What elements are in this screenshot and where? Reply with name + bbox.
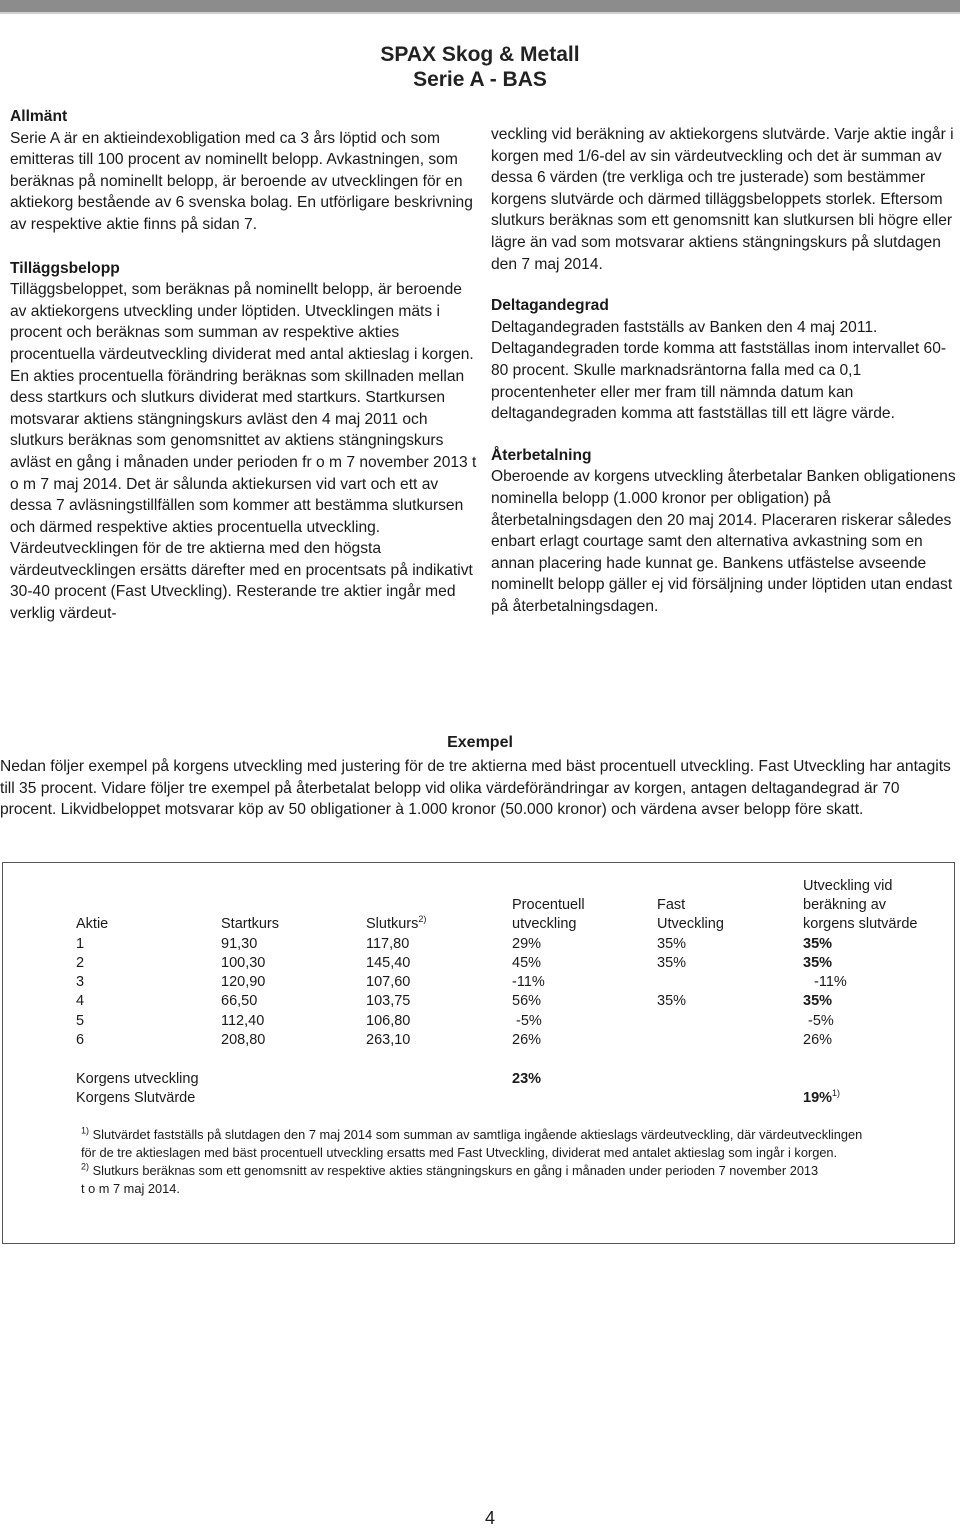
continued-text: veckling vid beräkning av aktiekorgens slutvärde. Varje aktie ingår i korgen med 1/6-del av sin värdeutveckling och det är summan av dessa 6 värden (tre verkliga och tre justerade) som bestämmer korgens slutvärde och därmed tilläggsbeloppets storlek. Eftersom slutkurs beräknas som ett genomsnitt kan slutkursen bli högre eller lägre än vad som motsvarar aktiens stängningskurs på slutdagen den 7 maj 2014.	[491, 126, 954, 273]
row4-aktie: 4	[76, 993, 85, 1009]
korgens-slutvarde-value: 19%	[803, 1090, 833, 1106]
footnote-2-mark: 2)	[81, 1161, 90, 1172]
row2-utv: 35%	[803, 955, 833, 971]
row3-slut: 107,60	[366, 974, 411, 990]
row2-fast: 35%	[657, 955, 687, 971]
row2-aktie: 2	[76, 955, 85, 971]
row6-slut: 263,10	[366, 1032, 411, 1048]
exempel-text: Nedan följer exempel på korgens utveckling med justering för de tre aktierna med bäst procentuell utveckling. Fast Utveckling har antagits till 35 procent. Vidare följer tre exempel på återbetalat belopp vid olika värdeförändringar av korgen, antagen deltagandegrad är 70 procent. Likvidbeloppet motsvarar köp av 50 obligationer à 1.000 kronor (50.000 kronor) och värdena avser belopp före skatt.	[0, 758, 951, 819]
aterbetalning-text: Oberoende av korgens utveckling återbetalar Banken obligationens nominella belopp (1.000 kronor per obligation) på återbetalningsdagen den 20 maj 2014. Placeraren riskerar således enbart erlagt courtage samt den alternativa avkastning som en annan placering hade kunnat ge. Bankens utfästelse avseende nominellt belopp gäller ej vid försäljning under löptiden utan endast på återbetalningsdagen.	[491, 468, 956, 615]
top-bar	[0, 0, 960, 12]
tillagg-text: Tilläggsbeloppet, som beräknas på nominellt belopp, är beroende av aktiekorgens utveckling under löptiden. Utvecklingen mäts i procent och beräknas som summan av respektive akties procentuella värdeutveckling dividerat med antal aktieslag i korgen. En akties procentuella förändring beräknas som skillnaden mellan dess startkurs och slutkurs dividerat med startkurs. Startkursen motsvarar aktiens stängningskurs avläst den 4 maj 2011 och slutkurs beräknas som genomsnittet av aktiens stängningskurs avläst en gång i månaden under perioden fr o m 7 november 2013 t o m 7 maj 2014. Det är sålunda aktiekursen vid vart och ett av dessa 7 avläsningstillfällen som kommer att bestämma slutkursen och därmed respektive akties procentuella utveckling. Värdeutvecklingen för de tre aktierna med den högsta värdeutvecklingen ersätts därefter med en procentsats på indikativt 30-40 procent (Fast Utveckling). Resterande tre aktier ingår med verklig värdeut-	[10, 281, 477, 623]
header-proc-line2: utveckling	[512, 916, 577, 932]
header-fast-line1: Fast	[657, 897, 686, 913]
row1-fast: 35%	[657, 936, 687, 952]
korgens-slutvarde-label: Korgens Slutvärde	[76, 1090, 196, 1106]
header-slutkurs-label: Slutkurs	[366, 916, 419, 932]
row1-aktie: 1	[76, 936, 85, 952]
series-title: Serie A - BAS	[413, 68, 547, 91]
footnote-1-line2: för de tre aktieslagen med bäst procentuell utveckling ersatts med Fast Utveckling, dividerat med antalet aktieslag som ingår i korgen.	[81, 1145, 838, 1160]
row6-proc: 26%	[512, 1032, 542, 1048]
example-table	[2, 862, 955, 1244]
footnote-1-mark: 1)	[81, 1125, 90, 1136]
header-slutkurs	[366, 915, 426, 935]
deltagande-text: Deltagandegraden fastställs av Banken den 4 maj 2011. Deltagandegraden torde komma att fastställas inom intervallet 60-80 procent. Skulle marknadsräntorna falla med ca 0,1 procentenheter eller mer fram till nämnda datum kan deltagandegraden komma att fastställas till ett lägre värde.	[491, 318, 947, 423]
exempel-heading: Exempel	[447, 734, 513, 751]
korgens-utveckling-label: Korgens utveckling	[76, 1071, 199, 1087]
right-column	[491, 124, 956, 617]
row2-slut: 145,40	[366, 955, 411, 971]
header-aktie: Aktie	[76, 916, 109, 932]
row2-proc: 45%	[512, 955, 542, 971]
header-utv-line1: Utveckling vid	[803, 878, 893, 894]
row3-proc: -11%	[512, 974, 545, 990]
header-utv-line2: beräkning av	[803, 897, 887, 913]
row1-utv: 35%	[803, 936, 833, 952]
row1-slut: 117,80	[366, 936, 410, 952]
row4-fast: 35%	[657, 993, 687, 1009]
korgens-utveckling-value: 23%	[512, 1071, 542, 1087]
korgens-slutvarde-cell	[803, 1089, 840, 1109]
header-proc-line1: Procentuell	[512, 897, 585, 913]
footnote-2-line1: Slutkurs beräknas som ett genomsnitt av respektive akties stängningskurs en gång i månaden under perioden 7 november 2013	[92, 1163, 819, 1178]
header-fast-line2: Utveckling	[657, 916, 724, 932]
row4-proc: 56%	[512, 993, 542, 1009]
header-utv-line3: korgens slutvärde	[803, 916, 918, 932]
footnote-1	[81, 1126, 941, 1162]
row6-utv: 26%	[803, 1032, 833, 1048]
top-bar-shadow	[0, 12, 960, 14]
row4-slut: 103,75	[366, 993, 411, 1009]
page-number: 4	[484, 1508, 495, 1528]
row4-start: 66,50	[221, 993, 258, 1009]
korgens-slutvarde-note: 1)	[832, 1088, 841, 1099]
page-header	[380, 42, 580, 92]
row5-utv: -5%	[808, 1013, 834, 1029]
allmant-heading: Allmänt	[10, 108, 68, 125]
row2-start: 100,30	[221, 955, 266, 971]
row1-proc: 29%	[512, 936, 542, 952]
row6-aktie: 6	[76, 1032, 85, 1048]
row5-slut: 106,80	[366, 1013, 411, 1029]
footnote-1-line1: Slutvärdet fastställs på slutdagen den 7 maj 2014 som summan av samtliga ingående aktieslags värdeutveckling, där värdeutvecklingen	[92, 1127, 863, 1142]
row3-utv: -11%	[814, 974, 847, 990]
footnote-2	[81, 1162, 941, 1198]
aterbetalning-heading: Återbetalning	[491, 446, 592, 464]
deltagande-heading: Deltagandegrad	[491, 297, 609, 315]
row5-start: 112,40	[221, 1013, 265, 1029]
left-column	[10, 106, 480, 625]
header-slutkurs-note: 2)	[418, 914, 427, 925]
row5-aktie: 5	[76, 1013, 85, 1029]
row6-start: 208,80	[221, 1032, 266, 1048]
row3-start: 120,90	[221, 974, 266, 990]
allmant-text: Serie A är en aktieindexobligation med ca 3 års löptid och som emitteras till 100 procent av nominellt belopp. Avkastningen, som beräknas på nominellt belopp, är beroende av utvecklingen för en aktiekorg bestående av 6 svenska bolag. En utförligare beskrivning av respektive aktie finns på sidan 7.	[10, 129, 473, 233]
row4-utv: 35%	[803, 993, 833, 1009]
row3-aktie: 3	[76, 974, 85, 990]
exempel-text-block	[0, 756, 960, 821]
header-startkurs: Startkurs	[221, 916, 280, 932]
tillagg-heading: Tilläggsbelopp	[10, 259, 120, 277]
row5-proc: -5%	[516, 1013, 542, 1029]
product-title: SPAX Skog & Metall	[380, 43, 580, 66]
footnote-2-line2: t o m 7 maj 2014.	[81, 1181, 180, 1196]
row1-start: 91,30	[221, 936, 258, 952]
